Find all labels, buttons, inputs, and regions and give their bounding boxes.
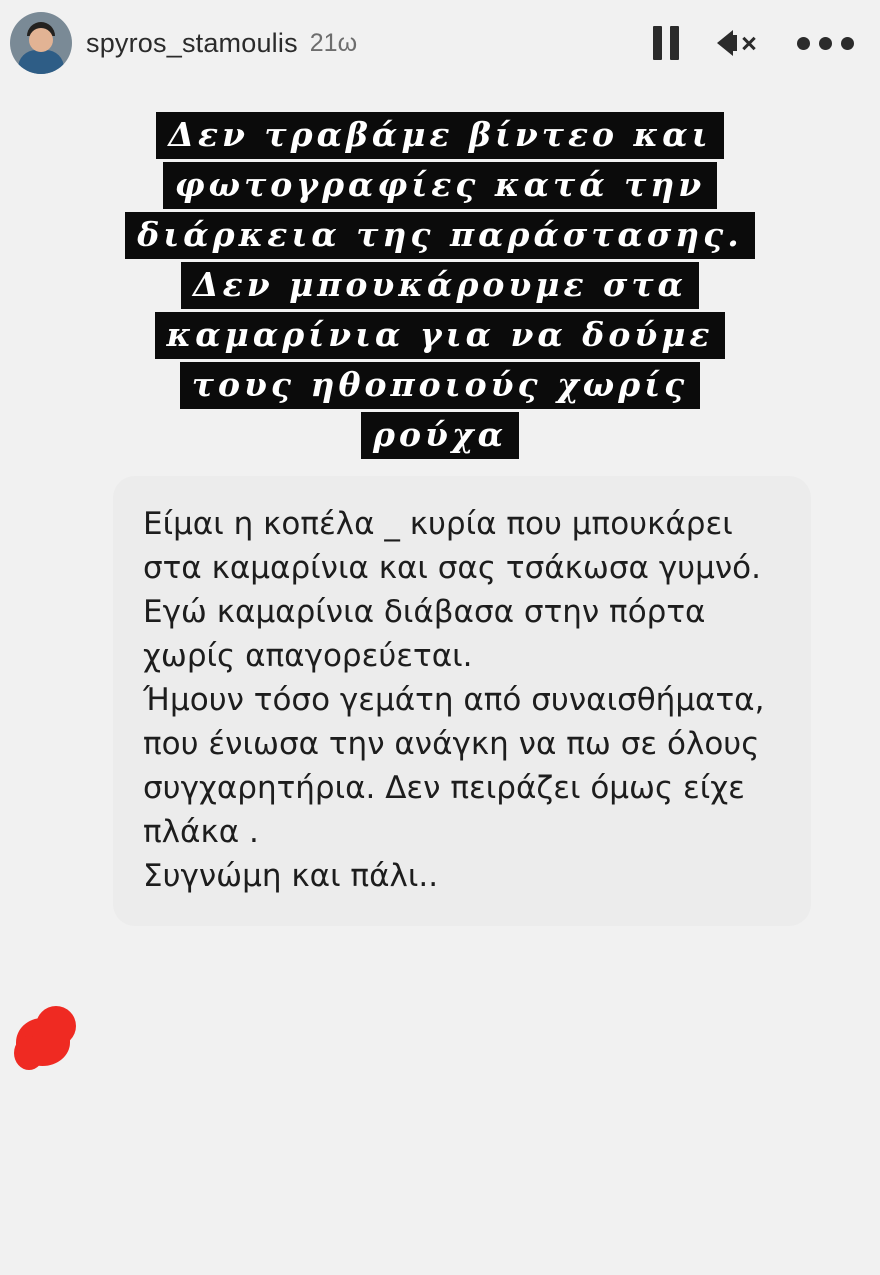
header-controls [653, 26, 854, 60]
caption-line-text: ρούχα [361, 412, 519, 459]
caption-line [0, 212, 880, 259]
timestamp-label: 21ω [309, 28, 358, 57]
caption-line-text: Δεν μπουκάρουμε στα [181, 262, 699, 309]
caption-line [0, 412, 880, 459]
avatar[interactable] [10, 12, 72, 74]
avatar-body [18, 50, 64, 74]
caption-line [0, 112, 880, 159]
message-paragraph: Συγνώμη και πάλι.. [143, 858, 439, 895]
heart-reaction-icon [14, 1006, 80, 1072]
message-paragraph: Ήμουν τόσο γεμάτη από συναισθήματα, που ένιωσα την ανάγκη να πω σε όλους συγχαρητήρια. Δεν πειράζει όμως είχε πλάκα . [143, 682, 765, 851]
message-bubble [113, 476, 811, 926]
pause-icon[interactable] [653, 26, 679, 60]
more-options-icon[interactable] [797, 37, 854, 50]
username-label[interactable]: spyros_stamoulis [86, 27, 298, 58]
caption-line-text: τους ηθοποιούς χωρίς [180, 362, 700, 409]
caption-line [0, 362, 880, 409]
message-paragraph: Εγώ καμαρίνια διάβασα στην πόρτα χωρίς απαγορεύεται. [143, 594, 706, 675]
sound-off-icon[interactable] [717, 26, 759, 60]
caption-line [0, 262, 880, 309]
message-paragraph: Είμαι η κοπέλα _ κυρία που μπουκάρει στα καμαρίνια και σας τσάκωσα γυμνό. [143, 506, 761, 587]
caption-line [0, 162, 880, 209]
caption-line-text: καμαρίνια για να δούμε [155, 312, 726, 359]
story-header [0, 0, 880, 86]
caption-line-text: Δεν τραβάμε βίντεο και [156, 112, 723, 159]
story-caption [0, 112, 880, 462]
caption-line-text: φωτογραφίες κατά την [163, 162, 717, 209]
avatar-face [29, 28, 53, 52]
caption-line-text: διάρκεια της παράστασης. [125, 212, 754, 259]
caption-line [0, 312, 880, 359]
